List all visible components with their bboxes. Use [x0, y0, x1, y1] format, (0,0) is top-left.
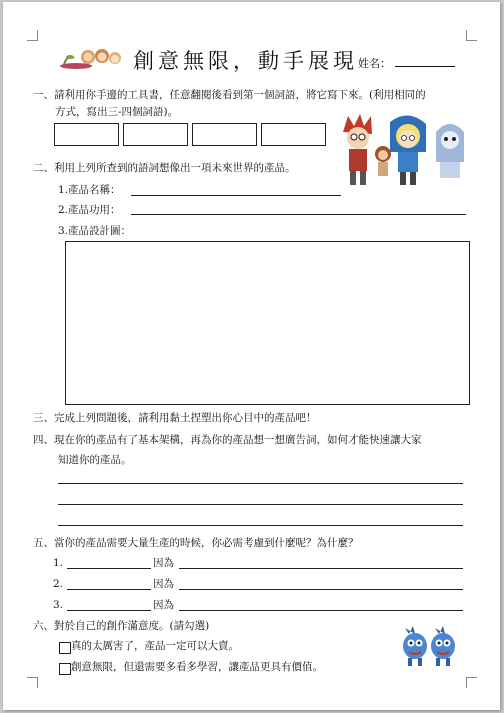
crop-mark-top-right: [466, 30, 477, 41]
ad-line-2[interactable]: [58, 504, 463, 505]
page-title: 創意無限，動手展現: [133, 49, 358, 73]
cartoon-children-icon: [338, 112, 478, 190]
reason-row-1-reason-line[interactable]: [179, 568, 463, 569]
name-field-line[interactable]: [395, 66, 455, 67]
satisfaction-option-2: 創意無限，但還需要多看多學習，讓產品更具有價值。: [71, 661, 323, 673]
reason-row-1-num: 1.: [53, 557, 64, 569]
reason-row-2-because: 因為: [153, 578, 174, 590]
section4-line2: 知道你的產品。: [58, 454, 132, 466]
product-name-label: 1.產品名稱：: [58, 184, 121, 196]
satisfaction-checkbox-2[interactable]: [59, 663, 71, 675]
section3-text: 三、完成上列問題後，請利用黏土捏塑出你心目中的產品吧！: [33, 412, 317, 424]
ad-line-3[interactable]: [58, 525, 463, 526]
section4-line1: 四、現在你的產品有了基本架構，再為你的產品想一想廣告詞，如何才能快速讓大家: [33, 434, 422, 446]
crop-mark-top-left: [27, 30, 38, 41]
reason-row-2-item-line[interactable]: [67, 589, 151, 590]
reason-row-1-because: 因為: [153, 557, 174, 569]
reason-row-2-num: 2.: [53, 578, 64, 590]
children-logo-icon: [58, 44, 130, 74]
product-name-line[interactable]: [131, 195, 341, 196]
section2-title: 二、利用上列所查到的語詞想像出一項未來世界的產品。: [33, 162, 296, 174]
product-function-line[interactable]: [131, 214, 466, 215]
section5-title: 五、當你的產品需要大量生產的時候，你必需考慮到什麼呢？為什麼？: [33, 537, 359, 549]
word-box-4[interactable]: [261, 123, 326, 146]
worksheet-page: [3, 2, 500, 710]
word-box-1[interactable]: [54, 123, 119, 146]
blue-monsters-icon: [401, 620, 459, 670]
reason-row-3-because: 因為: [153, 599, 174, 611]
word-box-2[interactable]: [123, 123, 188, 146]
reason-row-2-reason-line[interactable]: [179, 589, 463, 590]
ad-line-1[interactable]: [58, 483, 463, 484]
section1-line2: 方式，寫出三-四個詞語)。: [55, 106, 179, 118]
satisfaction-option-1: 真的太厲害了，產品一定可以大賣。: [71, 640, 239, 652]
crop-mark-bottom-left: [27, 677, 38, 688]
name-label: 姓名：: [358, 57, 391, 70]
product-function-label: 2.產品功用：: [58, 204, 121, 216]
word-box-3[interactable]: [192, 123, 257, 146]
reason-row-1-item-line[interactable]: [67, 568, 151, 569]
crop-mark-bottom-right: [466, 677, 477, 688]
section1-line1: 一、請利用你手邊的工具書，任意翻閱後看到第一個詞語，將它寫下來。(利用相同的: [33, 89, 426, 101]
reason-row-3-num: 3.: [53, 599, 64, 611]
product-design-label: 3.產品設計圖：: [58, 225, 132, 237]
satisfaction-checkbox-1[interactable]: [59, 642, 71, 654]
product-design-box[interactable]: [65, 241, 470, 405]
section6-title: 六、對於自己的創作滿意度。(請勾選): [33, 620, 210, 632]
reason-row-3-item-line[interactable]: [67, 610, 151, 611]
reason-row-3-reason-line[interactable]: [179, 610, 463, 611]
